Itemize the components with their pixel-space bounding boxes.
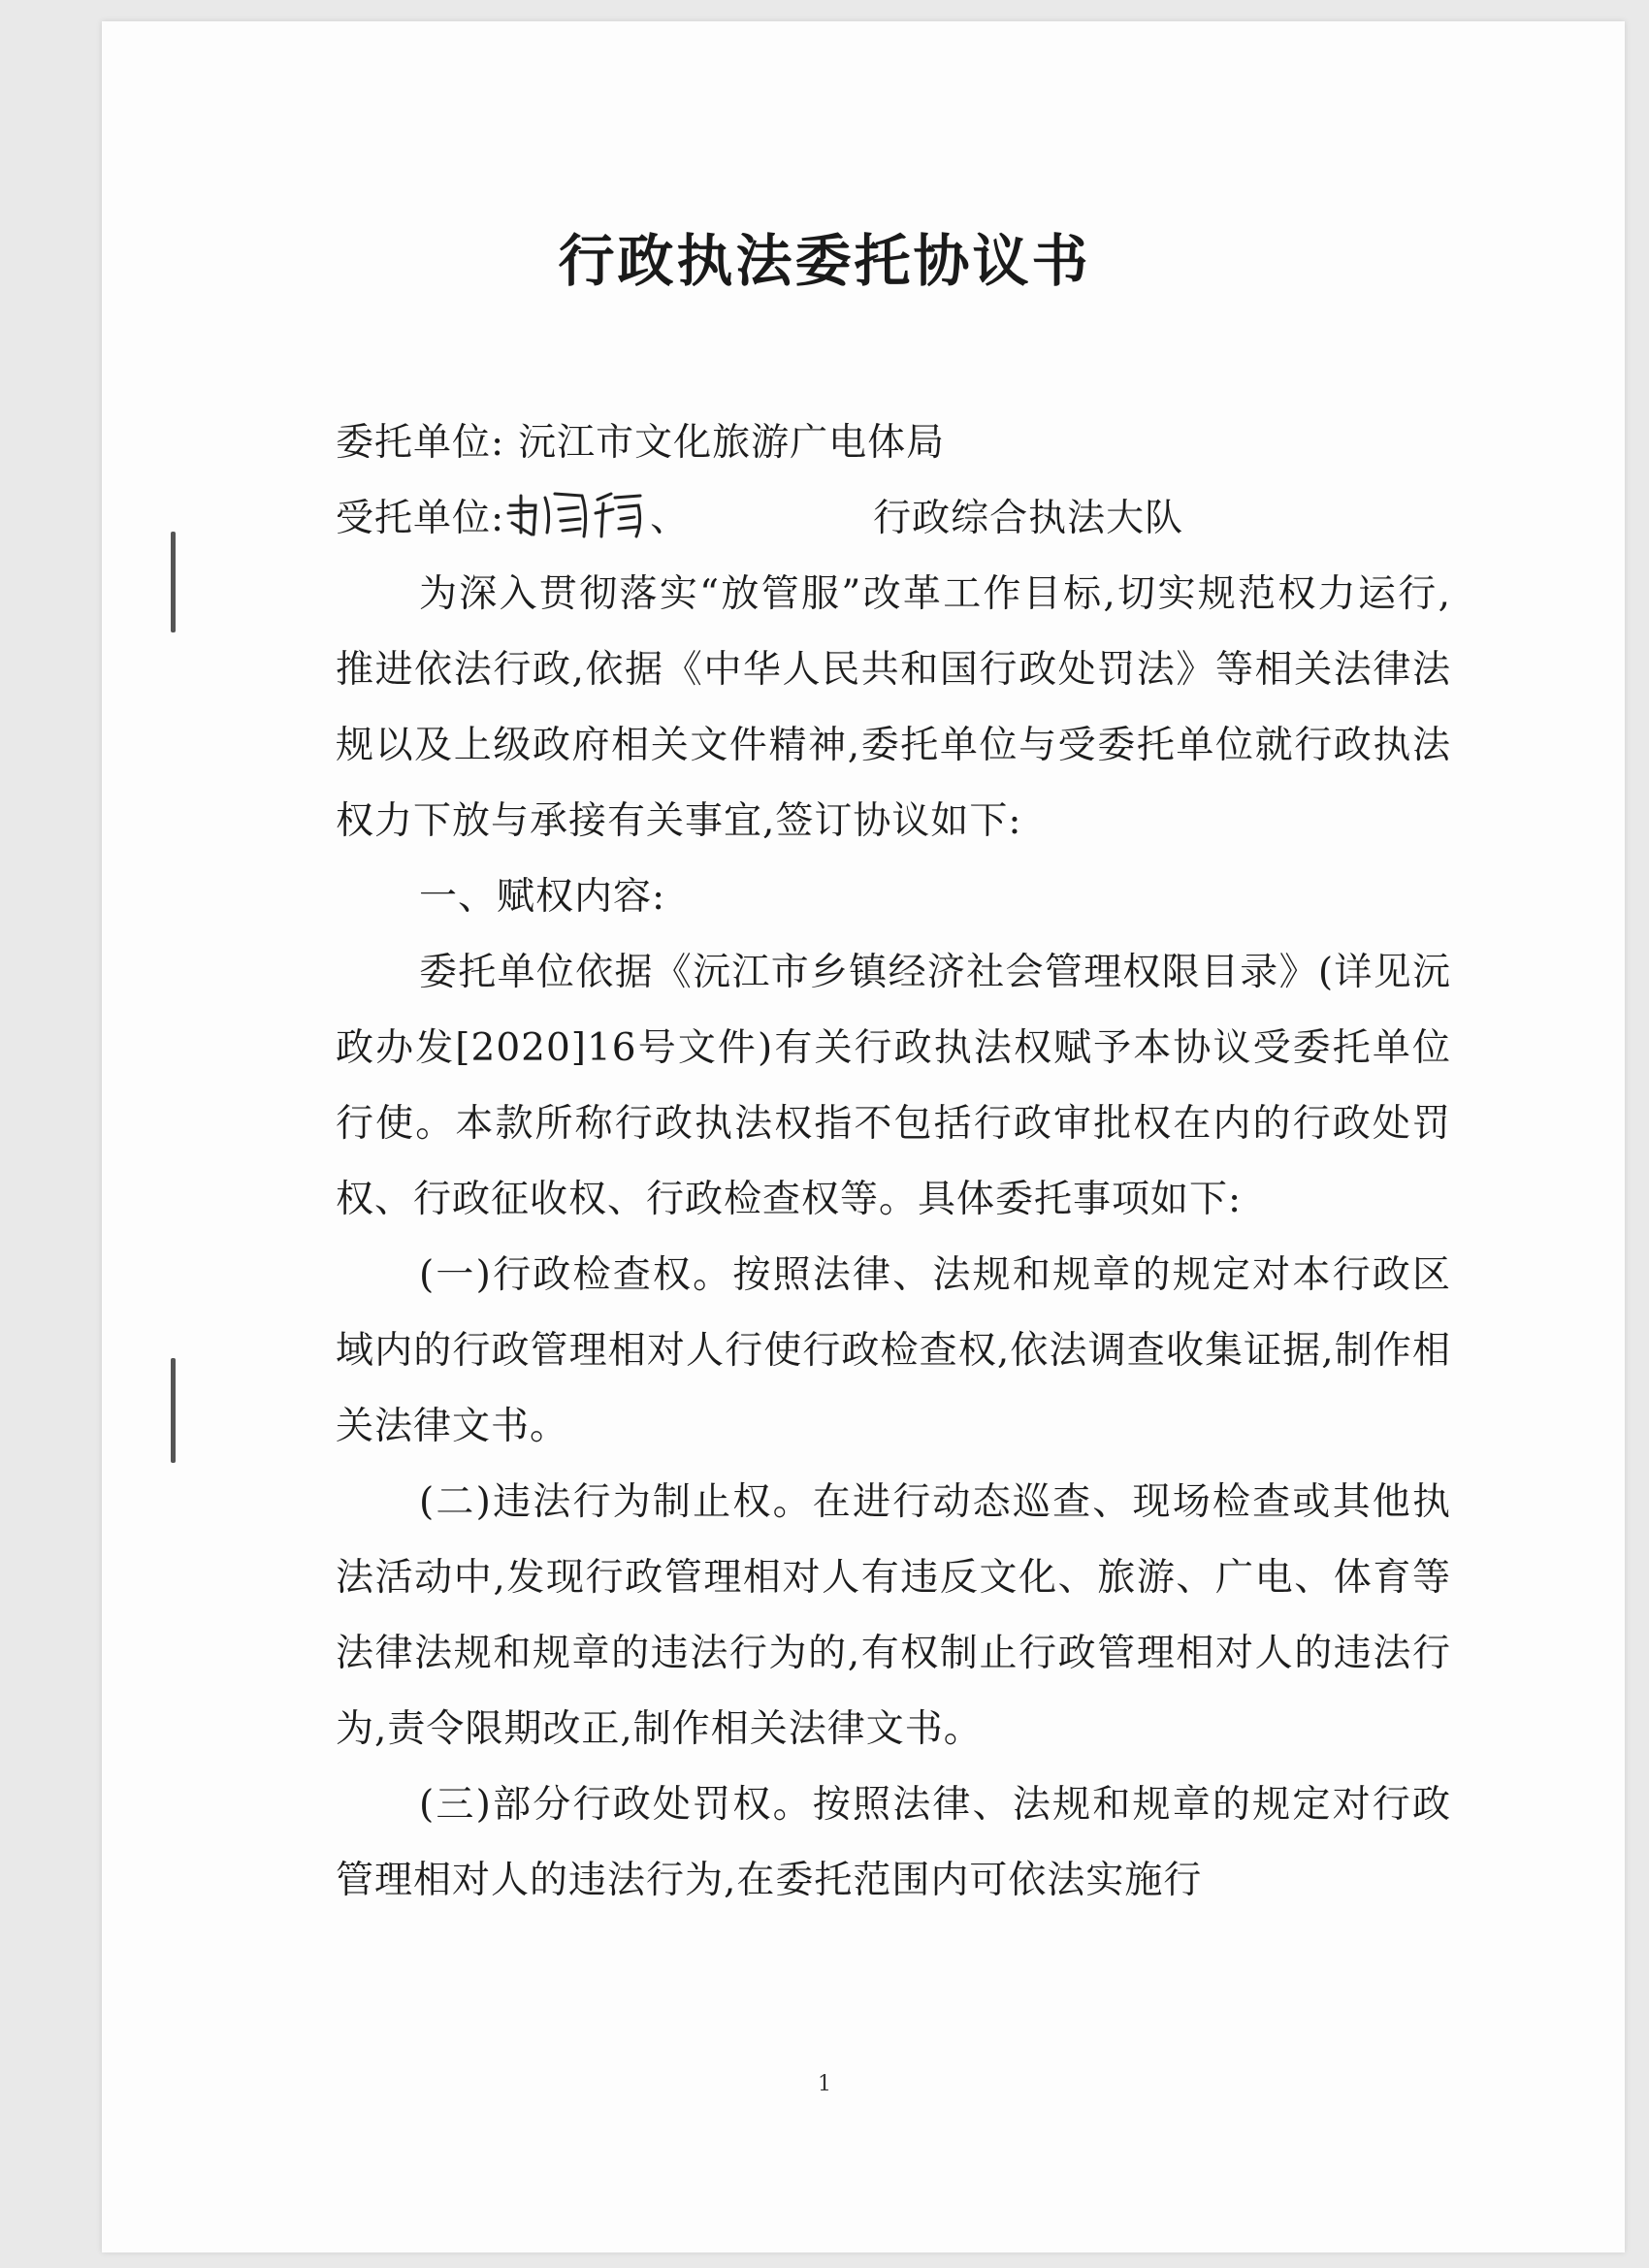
handwritten-signature (504, 484, 650, 542)
staple-mark (171, 532, 176, 632)
agent-unit: 行政综合执法大队 (873, 497, 1184, 540)
principal-name: 沅江市文化旅游广电体局 (518, 421, 946, 465)
paragraph-item-2: (二)违法行为制止权。在进行动态巡查、现场检查或其他执法活动中,发现行政管理相对人有违反文化、旅游、广电、体育等法律法规和规章的违法行为的,有权制止行政管理相对人的违法行为,责令限期改正,制作相关法律文书。 (336, 1480, 1451, 1751)
staple-mark (171, 1358, 176, 1463)
paragraph-item-3: (三)部分行政处罚权。按照法律、法规和规章的规定对行政管理相对人的违法行为,在委托范围内可依法实施行 (336, 1783, 1451, 1902)
page-number: 1 (818, 2072, 831, 2096)
principal-row (336, 405, 1451, 481)
document-body (336, 405, 1451, 1919)
paragraph-preamble: 为深入贯彻落实“放管服”改革工作目标,切实规范权力运行,推进依法行政,依据《中华人民共和国行政处罚法》等相关法律法规以及上级政府相关文件精神,委托单位与受委托单位就行政执法权力下放与承接有关事宜,签订协议如下: (336, 572, 1451, 843)
paragraph-item-1: (一)行政检查权。按照法律、法规和规章的规定对本行政区域内的行政管理相对人行使行政检查权,依法调查收集证据,制作相关法律文书。 (336, 1253, 1451, 1448)
section-heading: 一、赋权内容: (419, 875, 666, 919)
paragraph-scope: 委托单位依据《沅江市乡镇经济社会管理权限目录》(详见沅政办发[2020]16号文件)有关行政执法权赋予本协议受委托单位行使。本款所称行政执法权指不包括行政审批权在内的行政处罚权、行政征收权、行政检查权等。具体委托事项如下: (336, 951, 1451, 1221)
agent-row (336, 481, 1451, 557)
agent-suffix: 、 (650, 497, 690, 540)
agent-label: 受托单位: (336, 497, 505, 540)
document-title: 行政执法委托协议书 (558, 228, 1091, 294)
principal-label: 委托单位: (336, 421, 505, 465)
